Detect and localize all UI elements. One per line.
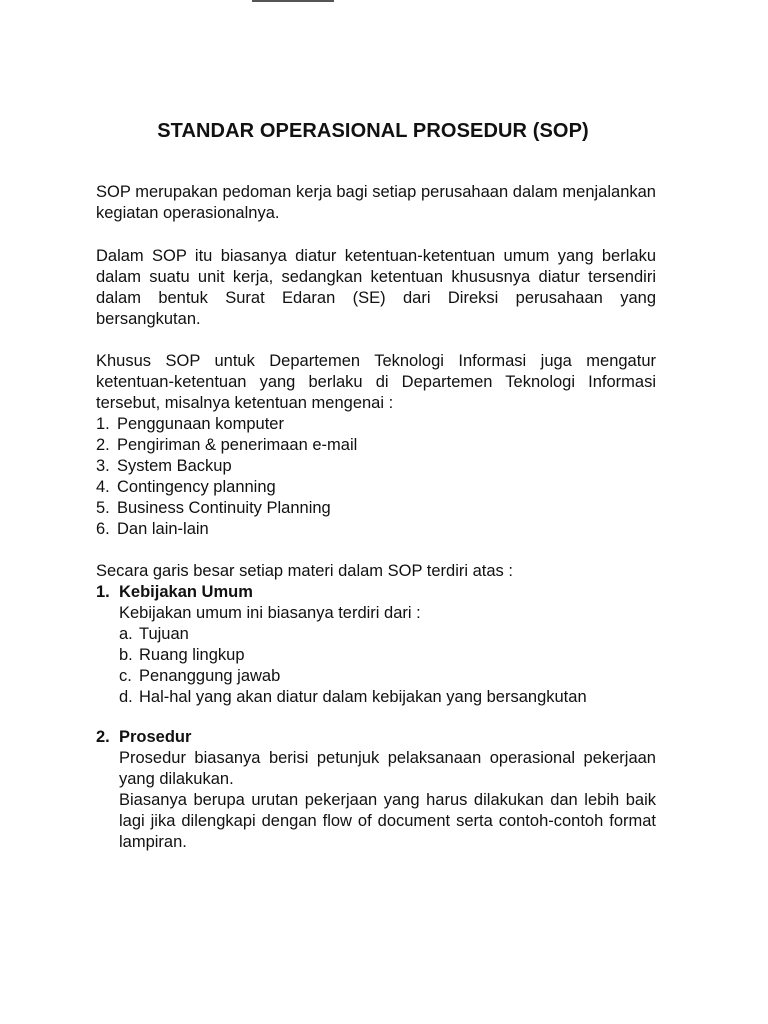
procedure-detail: Biasanya berupa urutan pekerjaan yang harus dilakukan dan lebih baik lagi jika dilengkapi dengan flow of document serta contoh-contoh format lampiran.: [119, 791, 656, 851]
section-intro: Kebijakan umum ini biasanya terdiri dari :: [119, 604, 421, 622]
list-item: [119, 624, 656, 645]
section-number: 1.: [96, 583, 110, 601]
list-item: [96, 477, 656, 498]
list-text: Penggunaan komputer: [117, 415, 284, 433]
it-provisions-list: [96, 414, 656, 540]
list-item: [96, 498, 656, 519]
list-text: Dan lain-lain: [117, 520, 209, 538]
paragraph-sop-materials: Secara garis besar setiap materi dalam SOP terdiri atas :: [96, 562, 513, 580]
section-heading: Kebijakan Umum: [119, 583, 253, 601]
list-text: Tujuan: [139, 625, 189, 643]
list-item: [119, 666, 656, 687]
document-page: [96, 118, 656, 853]
paragraph-sop-regulation: Dalam SOP itu biasanya diatur ketentuan-ketentuan umum yang berlaku dalam suatu unit kerja, sedangkan ketentuan khususnya diatur tersendiri dalam bentuk Surat Edaran (SE) dari Direksi perusahaan yang bersangkutan.: [96, 247, 656, 328]
list-letter: b.: [119, 646, 133, 664]
list-text: Penanggung jawab: [139, 667, 281, 685]
list-item: [96, 456, 656, 477]
list-item: [96, 414, 656, 435]
list-text: Contingency planning: [117, 478, 276, 496]
page-edge-line: [252, 0, 334, 2]
list-text: Pengiriman & penerimaan e-mail: [117, 436, 358, 454]
section-body: [119, 582, 656, 708]
list-letter: a.: [119, 625, 133, 643]
paragraph-it-department: Khusus SOP untuk Departemen Teknologi Informasi juga mengatur ketentuan-ketentuan yang berlaku di Departemen Teknologi Informasi tersebut, misalnya ketentuan mengenai :: [96, 352, 656, 412]
list-letter: c.: [119, 667, 132, 685]
list-text: Hal-hal yang akan diatur dalam kebijakan yang bersangkutan: [139, 688, 587, 706]
list-number: 6.: [96, 520, 110, 538]
document-title: STANDAR OPERASIONAL PROSEDUR (SOP): [157, 120, 589, 142]
section-body: [119, 727, 656, 853]
list-text: Business Continuity Planning: [117, 499, 331, 517]
list-item: [119, 645, 656, 666]
paragraph-sop-definition: SOP merupakan pedoman kerja bagi setiap perusahaan dalam menjalankan kegiatan operasionalnya.: [96, 183, 656, 222]
list-item: [119, 687, 656, 708]
list-text: System Backup: [117, 457, 232, 475]
section-heading: Prosedur: [119, 728, 192, 746]
section-number: 2.: [96, 728, 110, 746]
section-prosedur: [96, 727, 656, 853]
policy-items-list: [119, 624, 656, 708]
list-number: 5.: [96, 499, 110, 517]
list-item: [96, 435, 656, 456]
section-kebijakan-umum: [96, 582, 656, 708]
list-item: [96, 519, 656, 540]
list-letter: d.: [119, 688, 133, 706]
list-number: 1.: [96, 415, 110, 433]
list-number: 4.: [96, 478, 110, 496]
procedure-description: Prosedur biasanya berisi petunjuk pelaksanaan operasional pekerjaan yang dilakukan.: [119, 749, 656, 788]
list-text: Ruang lingkup: [139, 646, 245, 664]
list-number: 3.: [96, 457, 110, 475]
list-number: 2.: [96, 436, 110, 454]
